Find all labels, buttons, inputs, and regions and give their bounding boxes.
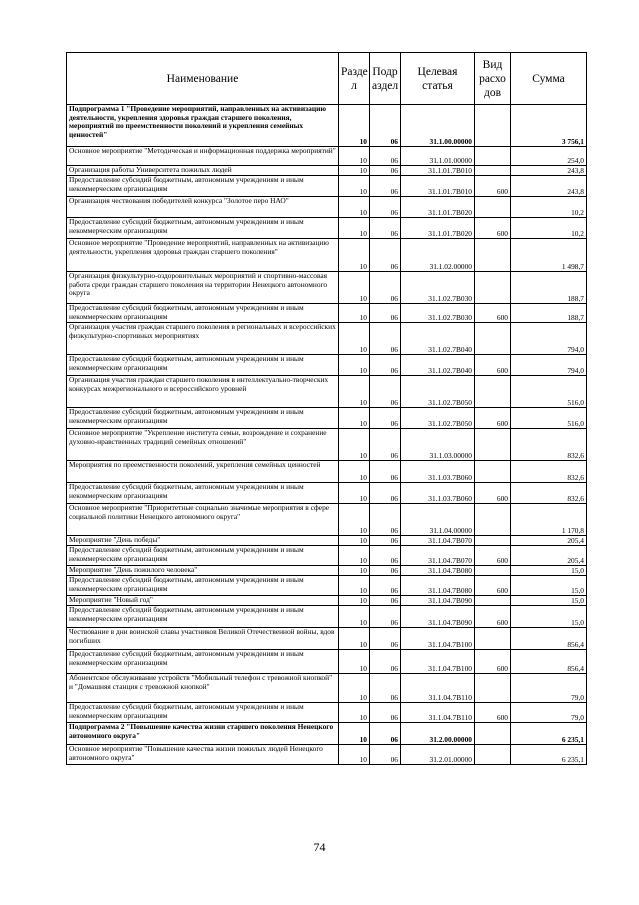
row-sum: 1 498,7: [511, 239, 587, 272]
row-target-article: 31.1.03.00000: [401, 429, 475, 461]
table-row: [67, 197, 587, 218]
row-expense-type: [475, 536, 511, 546]
table-row: [67, 429, 587, 461]
table-row: [67, 218, 587, 239]
table-row: [67, 723, 587, 745]
row-sum: 205,4: [511, 536, 587, 546]
row-sum: 794,0: [511, 355, 587, 376]
row-sum: 10,2: [511, 197, 587, 218]
row-target-article: 31.1.01.7В020: [401, 197, 475, 218]
row-razdel: 10: [339, 566, 370, 576]
row-expense-type: [475, 323, 511, 355]
row-name: Предоставление субсидий бюджетным, автономным учреждениям и иным некоммерческим организациям: [67, 576, 339, 596]
table-row: [67, 355, 587, 376]
row-name: Подпрограмма 2 "Повышение качества жизни старшего поколения Ненецкого автономного округа": [67, 723, 339, 745]
row-razdel: 10: [339, 376, 370, 408]
row-sum: 6 235,1: [511, 723, 587, 745]
table-row: [67, 566, 587, 576]
row-sum: 516,0: [511, 376, 587, 408]
row-razdel: 10: [339, 546, 370, 566]
row-name: Абонентское обслуживание устройств "Мобильный телефон с тревожной кнопкой" и "Домашняя станция с тревожной кнопкой": [67, 674, 339, 703]
row-razdel: 10: [339, 723, 370, 745]
row-name: Основное мероприятие "Укрепление института семьи, возрождение и сохранение духовно-нравственных традиций семейных отношений": [67, 429, 339, 461]
row-expense-type: [475, 429, 511, 461]
row-razdel: 10: [339, 596, 370, 606]
row-razdel: 10: [339, 536, 370, 546]
row-expense-type: 600: [475, 408, 511, 429]
row-target-article: 31.1.03.7В060: [401, 483, 475, 504]
row-podrazdel: 06: [370, 218, 401, 239]
row-name: Предоставление субсидий бюджетным, автономным учреждениям и иным некоммерческим организациям: [67, 650, 339, 674]
row-razdel: 10: [339, 355, 370, 376]
row-target-article: 31.1.02.00000: [401, 239, 475, 272]
row-expense-type: 600: [475, 576, 511, 596]
row-sum: 856,4: [511, 650, 587, 674]
table-row: [67, 650, 587, 674]
row-expense-type: 600: [475, 218, 511, 239]
table-row: [67, 546, 587, 566]
table-row: [67, 703, 587, 723]
row-expense-type: [475, 674, 511, 703]
table-body: [67, 105, 587, 765]
row-sum: 856,4: [511, 628, 587, 650]
row-name: Предоставление субсидий бюджетным, автономным учреждениям и иным некоммерческим организациям: [67, 218, 339, 239]
row-sum: 15,0: [511, 606, 587, 628]
row-expense-type: [475, 147, 511, 166]
table-row: [67, 376, 587, 408]
row-name: Основное мероприятие "Методическая и информационная поддержка мероприятий": [67, 147, 339, 166]
row-expense-type: 600: [475, 304, 511, 323]
row-name: Организация чествования победителей конкурса "Золотое перо НАО": [67, 197, 339, 218]
row-sum: 1 170,8: [511, 504, 587, 536]
table-row: [67, 323, 587, 355]
row-target-article: 31.1.04.7В070: [401, 536, 475, 546]
row-podrazdel: 06: [370, 576, 401, 596]
row-expense-type: [475, 723, 511, 745]
table-row: [67, 745, 587, 765]
row-razdel: 10: [339, 606, 370, 628]
row-razdel: 10: [339, 745, 370, 765]
table-row: [67, 105, 587, 147]
row-razdel: 10: [339, 304, 370, 323]
header-razdel: Разде л: [339, 53, 370, 105]
row-expense-type: 600: [475, 483, 511, 504]
page-number: 74: [313, 840, 326, 854]
row-name: Чествование в дни воинской славы участников Великой Отечественной войны, вдов погибших: [67, 628, 339, 650]
row-sum: 794,0: [511, 323, 587, 355]
row-razdel: 10: [339, 483, 370, 504]
row-expense-type: 600: [475, 176, 511, 197]
row-podrazdel: 06: [370, 650, 401, 674]
table-row: [67, 606, 587, 628]
row-target-article: 31.1.04.7В090: [401, 606, 475, 628]
row-name: Мероприятия по преемственности поколений, укрепления семейных ценностей: [67, 461, 339, 483]
row-podrazdel: 06: [370, 566, 401, 576]
table-row: [67, 304, 587, 323]
row-name: Организация участия граждан старшего поколения в региональных и всероссийских физкультурно-спортивных мероприятиях: [67, 323, 339, 355]
table-row: [67, 536, 587, 546]
row-expense-type: [475, 197, 511, 218]
row-razdel: 10: [339, 218, 370, 239]
budget-table-sheet: [66, 52, 586, 765]
header-summa: Сумма: [511, 53, 587, 105]
row-name: Предоставление субсидий бюджетным, автономным учреждениям и иным некоммерческим организациям: [67, 304, 339, 323]
row-target-article: 31.1.04.7В080: [401, 576, 475, 596]
row-sum: 3 756,1: [511, 105, 587, 147]
row-expense-type: [475, 745, 511, 765]
row-name: Организация физкультурно-оздоровительных мероприятий и спортивно-массовая работа среди граждан старшего поколения на территории Ненецкого автономного округа: [67, 272, 339, 304]
row-target-article: 31.1.04.7В100: [401, 628, 475, 650]
row-name: Предоставление субсидий бюджетным, автономным учреждениям и иным некоммерческим организациям: [67, 355, 339, 376]
row-name: Основное мероприятие "Повышение качества жизни пожилых людей Ненецкого автономного округа": [67, 745, 339, 765]
row-target-article: 31.1.01.7В010: [401, 176, 475, 197]
row-name: Основное мероприятие "Проведение мероприятий, направленных на активизацию деятельности, укрепления здоровья граждан старшего поколения": [67, 239, 339, 272]
row-sum: 243,8: [511, 166, 587, 176]
row-razdel: 10: [339, 429, 370, 461]
row-expense-type: 600: [475, 650, 511, 674]
row-sum: 243,8: [511, 176, 587, 197]
row-podrazdel: 06: [370, 105, 401, 147]
row-sum: 188,7: [511, 304, 587, 323]
row-podrazdel: 06: [370, 272, 401, 304]
row-sum: 15,0: [511, 566, 587, 576]
table-row: [67, 596, 587, 606]
row-name: Предоставление субсидий бюджетным, автономным учреждениям и иным некоммерческим организациям: [67, 546, 339, 566]
table-row: [67, 461, 587, 483]
row-podrazdel: 06: [370, 304, 401, 323]
row-name: Предоставление субсидий бюджетным, автономным учреждениям и иным некоммерческим организациям: [67, 703, 339, 723]
row-target-article: 31.1.04.7В110: [401, 674, 475, 703]
row-razdel: 10: [339, 166, 370, 176]
row-target-article: 31.1.03.7В060: [401, 461, 475, 483]
row-expense-type: [475, 461, 511, 483]
table-row: [67, 408, 587, 429]
row-razdel: 10: [339, 408, 370, 429]
row-podrazdel: 06: [370, 323, 401, 355]
row-name: Предоставление субсидий бюджетным, автономным учреждениям и иным некоммерческим организациям: [67, 176, 339, 197]
row-sum: 205,4: [511, 546, 587, 566]
row-name: Подпрограмма 1 "Проведение мероприятий, направленных на активизацию деятельности, укрепления здоровья граждан старшего поколения, мероприятий по преемственности поколений и укрепления семейных ценностей": [67, 105, 339, 147]
row-target-article: 31.1.02.7В040: [401, 355, 475, 376]
row-expense-type: [475, 376, 511, 408]
row-razdel: 10: [339, 176, 370, 197]
row-sum: 516,0: [511, 408, 587, 429]
row-podrazdel: 06: [370, 239, 401, 272]
row-sum: 15,0: [511, 596, 587, 606]
row-podrazdel: 06: [370, 703, 401, 723]
row-podrazdel: 06: [370, 376, 401, 408]
row-sum: 79,0: [511, 703, 587, 723]
row-name: Предоставление субсидий бюджетным, автономным учреждениям и иным некоммерческим организациям: [67, 483, 339, 504]
row-name: Мероприятие "День пожилого человека": [67, 566, 339, 576]
row-podrazdel: 06: [370, 147, 401, 166]
table-row: [67, 239, 587, 272]
table-row: [67, 483, 587, 504]
row-podrazdel: 06: [370, 197, 401, 218]
row-podrazdel: 06: [370, 461, 401, 483]
row-name: Предоставление субсидий бюджетным, автономным учреждениям и иным некоммерческим организациям: [67, 606, 339, 628]
row-sum: 254,0: [511, 147, 587, 166]
table-row: [67, 628, 587, 650]
table-header-row: [67, 53, 587, 105]
row-target-article: 31.1.02.7В030: [401, 272, 475, 304]
row-podrazdel: 06: [370, 596, 401, 606]
row-sum: 832,6: [511, 429, 587, 461]
row-target-article: 31.1.02.7В040: [401, 323, 475, 355]
table-row: [67, 504, 587, 536]
header-podrazdel: Подр аздел: [370, 53, 401, 105]
table-row: [67, 147, 587, 166]
row-name: Организация работы Университета пожилых людей: [67, 166, 339, 176]
row-expense-type: [475, 105, 511, 147]
row-target-article: 31.1.02.7В030: [401, 304, 475, 323]
row-podrazdel: 06: [370, 355, 401, 376]
row-name: Предоставление субсидий бюджетным, автономным учреждениям и иным некоммерческим организациям: [67, 408, 339, 429]
row-expense-type: 600: [475, 355, 511, 376]
header-statya: Целевая статья: [401, 53, 475, 105]
row-target-article: 31.1.01.7В020: [401, 218, 475, 239]
row-name: Организация участия граждан старшего поколения в интеллектуально-творческих конкурсах межрегионального и всероссийского уровней: [67, 376, 339, 408]
row-sum: 832,6: [511, 461, 587, 483]
row-razdel: 10: [339, 323, 370, 355]
row-target-article: 31.1.04.00000: [401, 504, 475, 536]
table-row: [67, 576, 587, 596]
row-razdel: 10: [339, 461, 370, 483]
row-podrazdel: 06: [370, 628, 401, 650]
table-row: [67, 674, 587, 703]
row-podrazdel: 06: [370, 176, 401, 197]
row-sum: 6 235,1: [511, 745, 587, 765]
row-razdel: 10: [339, 504, 370, 536]
budget-table: [66, 52, 587, 765]
row-sum: 10,2: [511, 218, 587, 239]
row-target-article: 31.1.04.7В110: [401, 703, 475, 723]
row-razdel: 10: [339, 239, 370, 272]
row-razdel: 10: [339, 147, 370, 166]
table-row: [67, 272, 587, 304]
row-razdel: 10: [339, 703, 370, 723]
row-podrazdel: 06: [370, 536, 401, 546]
row-expense-type: [475, 166, 511, 176]
row-expense-type: [475, 566, 511, 576]
row-podrazdel: 06: [370, 745, 401, 765]
row-expense-type: [475, 272, 511, 304]
row-podrazdel: 06: [370, 504, 401, 536]
row-sum: 188,7: [511, 272, 587, 304]
row-target-article: 31.1.02.7В050: [401, 408, 475, 429]
row-name: Мероприятие "Новый год": [67, 596, 339, 606]
row-expense-type: 600: [475, 606, 511, 628]
row-expense-type: [475, 239, 511, 272]
row-podrazdel: 06: [370, 166, 401, 176]
row-razdel: 10: [339, 105, 370, 147]
row-target-article: 31.1.00.00000: [401, 105, 475, 147]
row-podrazdel: 06: [370, 483, 401, 504]
row-target-article: 31.1.02.7В050: [401, 376, 475, 408]
row-podrazdel: 06: [370, 674, 401, 703]
header-vid: Вид расхо дов: [475, 53, 511, 105]
row-podrazdel: 06: [370, 408, 401, 429]
row-razdel: 10: [339, 650, 370, 674]
row-target-article: 31.2.00.00000: [401, 723, 475, 745]
row-podrazdel: 06: [370, 723, 401, 745]
row-razdel: 10: [339, 628, 370, 650]
row-expense-type: 600: [475, 546, 511, 566]
row-podrazdel: 06: [370, 606, 401, 628]
row-podrazdel: 06: [370, 429, 401, 461]
row-razdel: 10: [339, 576, 370, 596]
row-name: Мероприятие "День победы": [67, 536, 339, 546]
row-target-article: 31.1.04.7В070: [401, 546, 475, 566]
row-target-article: 31.1.04.7В090: [401, 596, 475, 606]
row-target-article: 31.1.01.7В010: [401, 166, 475, 176]
row-expense-type: 600: [475, 703, 511, 723]
row-name: Основное мероприятие "Приоритетные социально значимые мероприятия в сфере социальной политики Ненецкого автономного округа": [67, 504, 339, 536]
row-target-article: 31.2.01.00000: [401, 745, 475, 765]
row-podrazdel: 06: [370, 546, 401, 566]
table-row: [67, 166, 587, 176]
row-razdel: 10: [339, 272, 370, 304]
row-target-article: 31.1.04.7В080: [401, 566, 475, 576]
header-name: Наименование: [67, 53, 339, 105]
row-razdel: 10: [339, 674, 370, 703]
row-sum: 832,6: [511, 483, 587, 504]
row-expense-type: [475, 504, 511, 536]
table-row: [67, 176, 587, 197]
row-expense-type: [475, 628, 511, 650]
row-target-article: 31.1.01.00000: [401, 147, 475, 166]
row-razdel: 10: [339, 197, 370, 218]
row-sum: 15,0: [511, 576, 587, 596]
row-sum: 79,0: [511, 674, 587, 703]
row-target-article: 31.1.04.7В100: [401, 650, 475, 674]
row-expense-type: [475, 596, 511, 606]
